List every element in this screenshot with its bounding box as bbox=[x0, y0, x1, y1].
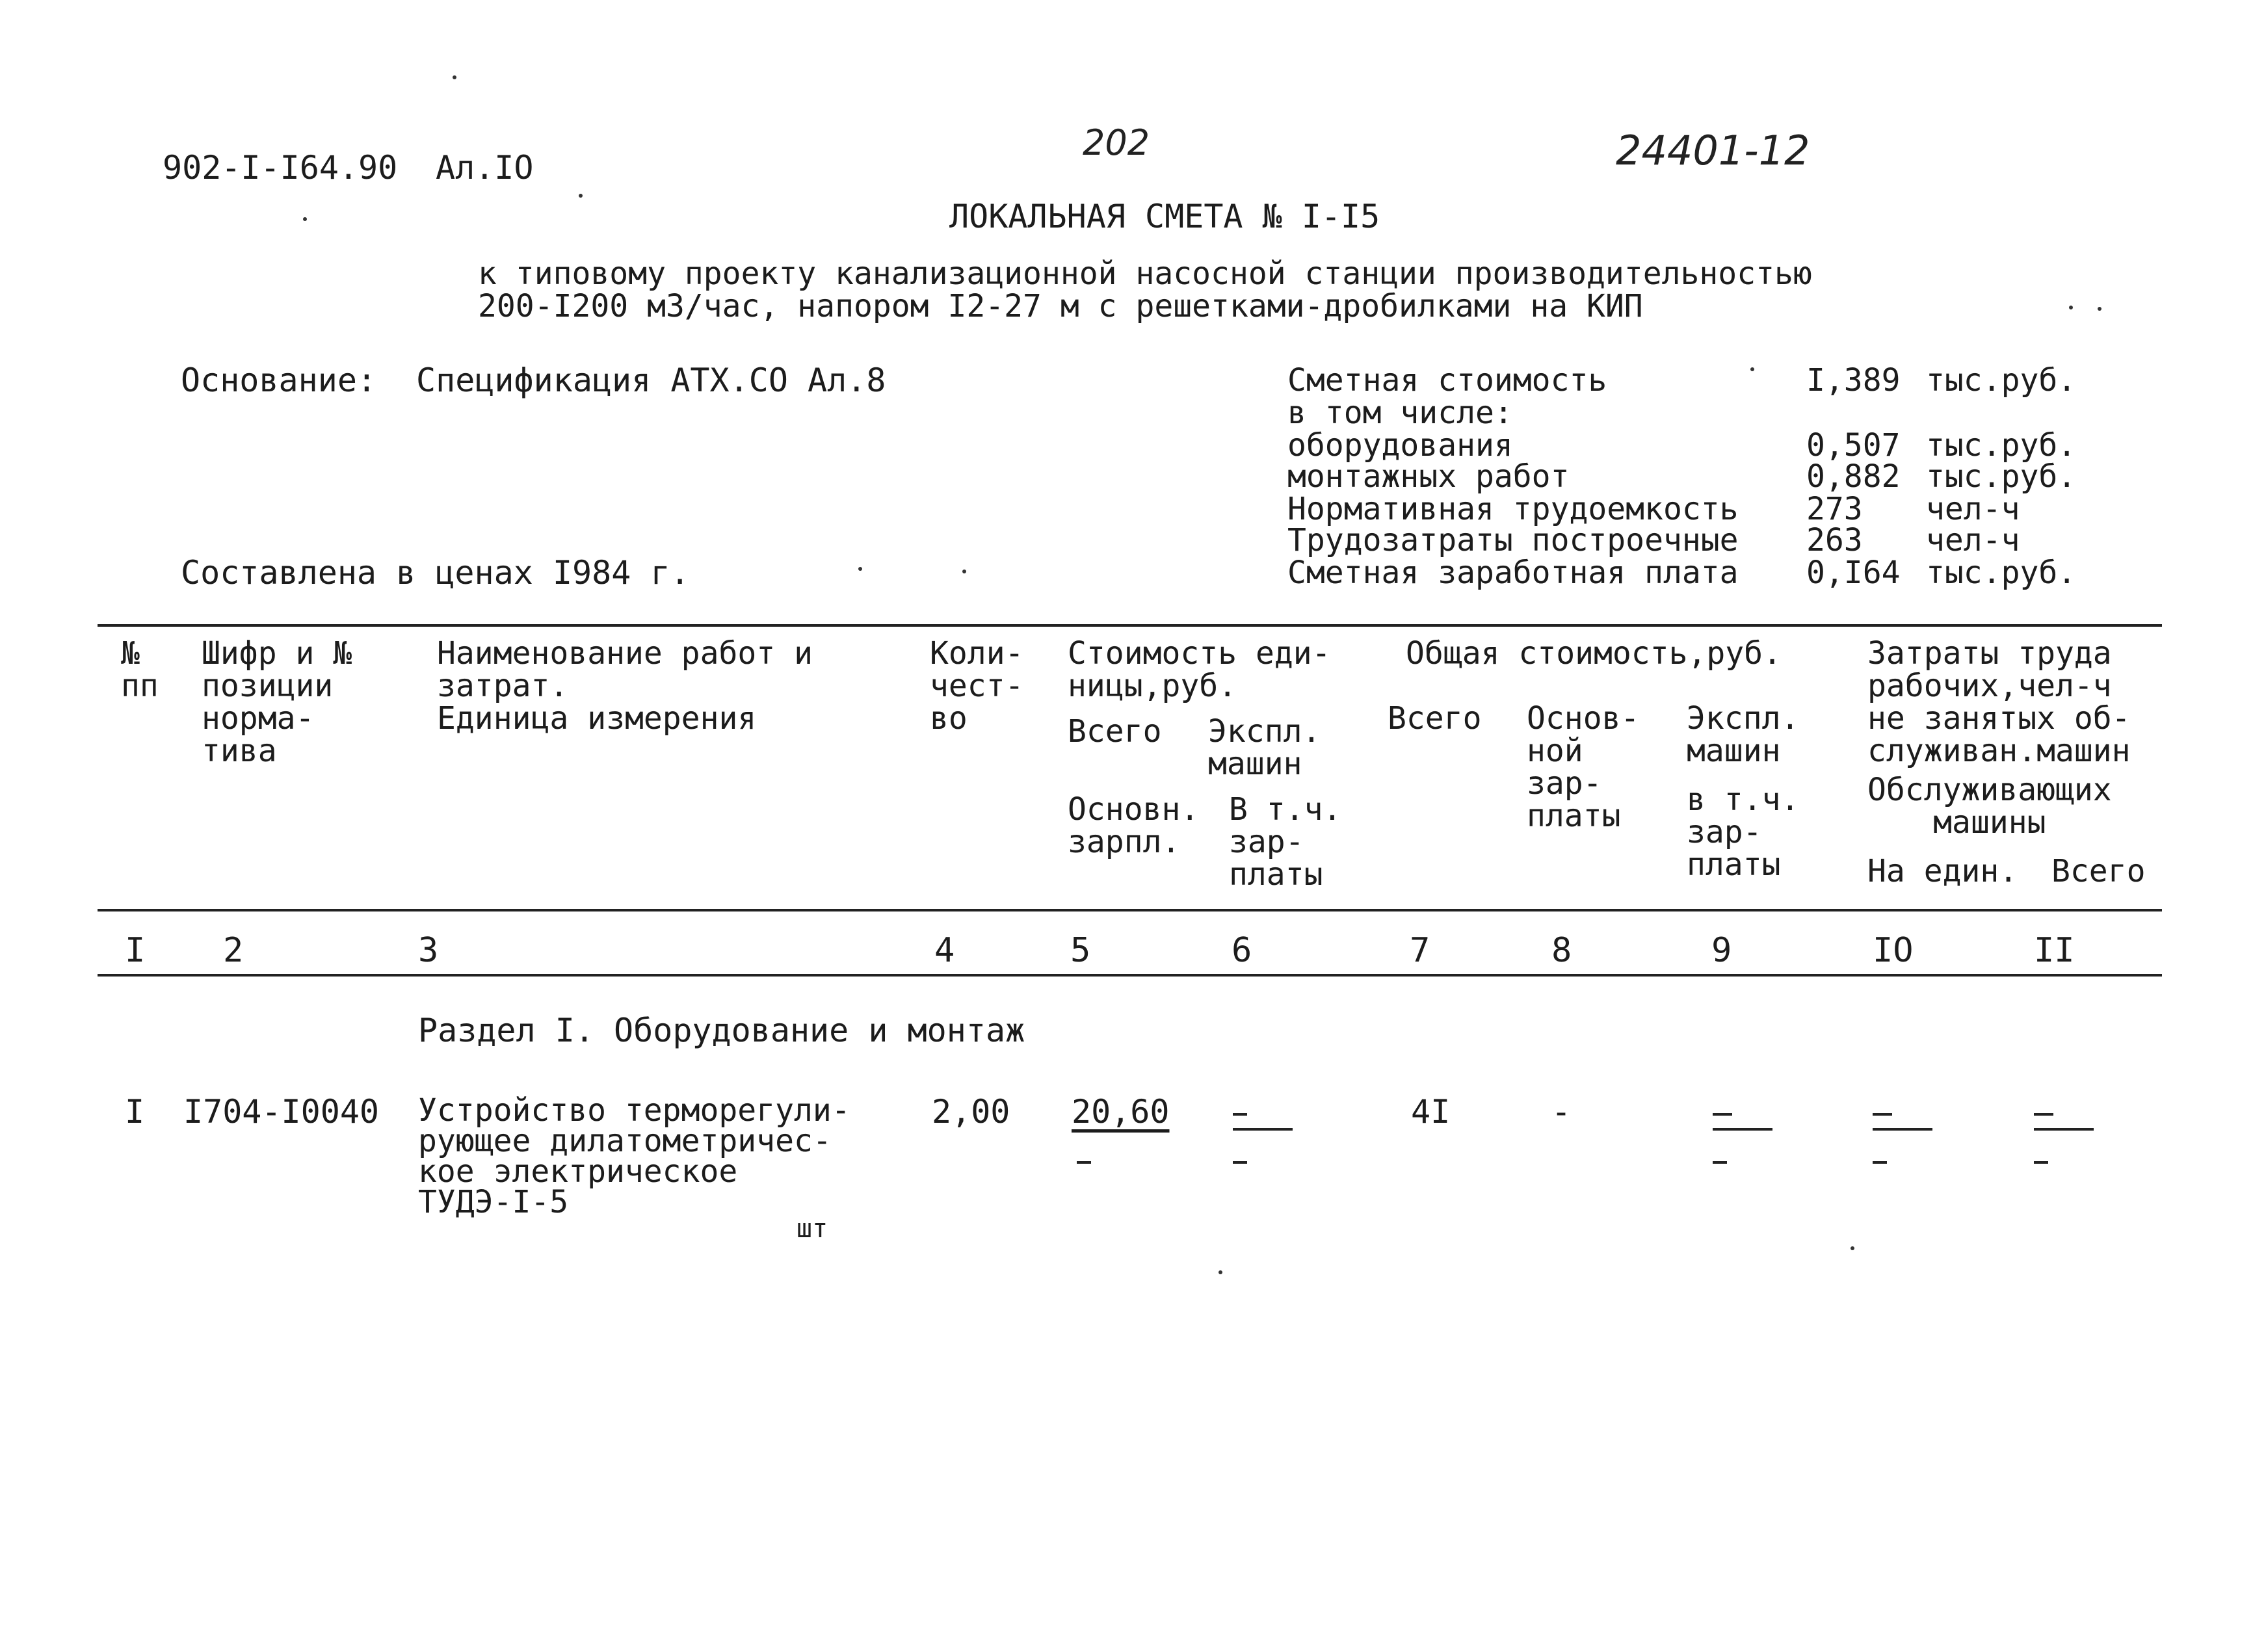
col-header-labor: Затраты труда рабочих,чел-ч не занятых об- служиван.машин bbox=[1867, 635, 2131, 769]
summary-unit: чел-ч bbox=[1926, 522, 2020, 558]
empty-mark bbox=[1873, 1128, 1932, 1131]
scan-speck bbox=[962, 570, 966, 573]
estimate-title: ЛОКАЛЬНАЯ СМЕТА № I-I5 bbox=[949, 198, 1380, 235]
col-header-unit-machines: Экспл. машин bbox=[1208, 713, 1321, 782]
scan-speck bbox=[303, 217, 307, 221]
column-number: I bbox=[125, 931, 146, 970]
col-header-unit-machine-wage: В т.ч. зар- платы bbox=[1229, 791, 1342, 893]
column-number: 8 bbox=[1551, 931, 1572, 970]
column-number: IO bbox=[1873, 931, 1914, 970]
col-header-unit-total: Всего bbox=[1068, 713, 1162, 750]
summary-unit: тыс.руб. bbox=[1926, 427, 2077, 464]
summary-label: оборудования bbox=[1287, 427, 1513, 464]
empty-mark bbox=[1077, 1161, 1091, 1164]
column-number: 4 bbox=[934, 931, 955, 970]
summary-value: 263 bbox=[1806, 522, 1863, 558]
basis-label: Основание: bbox=[181, 361, 377, 399]
scan-speck bbox=[1219, 1270, 1222, 1274]
col-header-number: № пп bbox=[121, 635, 159, 704]
col-header-name: Наименование работ и затрат. Единица измерения bbox=[437, 635, 813, 737]
section-title: Раздел I. Оборудование и монтаж bbox=[418, 1012, 1025, 1049]
column-number: II bbox=[2034, 931, 2075, 970]
empty-mark bbox=[1713, 1113, 1732, 1116]
summary-label: Сметная стоимость bbox=[1287, 362, 1607, 399]
col-header-labor-servicing: Обслуживающих машины bbox=[1867, 772, 2112, 841]
inventory-number: 24401-12 bbox=[1616, 127, 1810, 174]
row-quantity: 2,00 bbox=[932, 1093, 1010, 1131]
column-number: 3 bbox=[418, 931, 439, 970]
summary-label: в том числе: bbox=[1287, 395, 1513, 431]
summary-value: 273 bbox=[1806, 491, 1863, 527]
header-bottom-rule bbox=[98, 909, 2162, 911]
row-name: Устройство терморегули- рующее дилатометричес- кое электрическое ТУДЭ-I-5 bbox=[418, 1092, 850, 1220]
col-header-unit-wage: Основн. зарпл. bbox=[1068, 791, 1200, 860]
col-header-quantity: Коли- чест- во bbox=[930, 635, 1024, 737]
empty-mark bbox=[1233, 1161, 1247, 1164]
summary-label: Нормативная трудоемкость bbox=[1287, 491, 1739, 527]
col-header-unit-cost: Стоимость еди- ницы,руб. bbox=[1068, 635, 1331, 704]
col-header-labor-per-unit: На един. bbox=[1867, 853, 2018, 889]
scan-speck bbox=[453, 75, 456, 79]
scan-speck bbox=[579, 194, 583, 198]
col-header-labor-all: Всего bbox=[2051, 853, 2146, 889]
empty-mark bbox=[1713, 1128, 1772, 1131]
column-number: 9 bbox=[1711, 931, 1732, 970]
row-total-wage: - bbox=[1551, 1093, 1572, 1131]
summary-label: Сметная заработная плата bbox=[1287, 555, 1739, 591]
subtitle-line-1: к типовому проекту канализационной насосной станции производительностью bbox=[478, 256, 1812, 292]
summary-unit: чел-ч bbox=[1926, 491, 2020, 527]
row-unit: шт bbox=[797, 1214, 828, 1244]
row-unit-total: 20,60 bbox=[1072, 1093, 1170, 1131]
subtitle-line-2: 200-I200 м3/час, напором I2-27 м с решетками-дробилками на КИП bbox=[478, 288, 1643, 324]
summary-label: Трудозатраты построечные bbox=[1287, 522, 1739, 558]
summary-unit: тыс.руб. bbox=[1926, 362, 2077, 399]
empty-mark bbox=[1233, 1128, 1293, 1131]
empty-mark bbox=[1713, 1161, 1727, 1164]
empty-mark bbox=[2034, 1161, 2048, 1164]
row-total: 4I bbox=[1411, 1093, 1451, 1131]
scan-speck bbox=[858, 567, 862, 571]
summary-value: 0,I64 bbox=[1806, 555, 1901, 591]
col-header-code: Шифр и № позиции норма- тива bbox=[202, 635, 352, 769]
col-header-total-machines: Экспл. машин bbox=[1687, 700, 1800, 769]
column-number: 6 bbox=[1232, 931, 1252, 970]
scan-speck bbox=[1851, 1246, 1854, 1250]
column-number: 2 bbox=[223, 931, 244, 970]
col-header-total-wage: Основ- ной зар- платы bbox=[1527, 700, 1640, 834]
row-number: I bbox=[125, 1093, 145, 1131]
empty-mark bbox=[1233, 1113, 1247, 1116]
empty-mark bbox=[2034, 1113, 2053, 1116]
column-number: 7 bbox=[1410, 931, 1430, 970]
col-header-total-total: Всего bbox=[1388, 700, 1482, 737]
scan-speck bbox=[1750, 367, 1754, 371]
summary-unit: тыс.руб. bbox=[1926, 458, 2077, 495]
row-code: I704-I0040 bbox=[183, 1093, 380, 1131]
column-numbers-bottom-rule bbox=[98, 974, 2162, 977]
empty-mark bbox=[1873, 1161, 1887, 1164]
scan-speck bbox=[2069, 306, 2073, 309]
doc-code: 902-I-I64.90 bbox=[163, 149, 398, 187]
scan-speck bbox=[2098, 307, 2101, 311]
prices-note: Составлена в ценах I984 г. bbox=[181, 554, 690, 592]
col-header-total-machine-wage: в т.ч. зар- платы bbox=[1687, 781, 1800, 883]
column-number: 5 bbox=[1070, 931, 1091, 970]
summary-value: 0,507 bbox=[1806, 427, 1901, 464]
summary-unit: тыс.руб. bbox=[1926, 555, 2077, 591]
page-number: 202 bbox=[1083, 122, 1150, 163]
empty-mark bbox=[2034, 1128, 2094, 1131]
summary-value: 0,882 bbox=[1806, 458, 1901, 495]
table-top-rule bbox=[98, 624, 2162, 627]
col-header-total-cost: Общая стоимость,руб. bbox=[1406, 635, 1782, 672]
summary-value: I,389 bbox=[1806, 362, 1901, 399]
summary-label: монтажных работ bbox=[1287, 458, 1570, 495]
basis-value: Спецификация АТХ.СО Ал.8 bbox=[416, 361, 886, 399]
empty-mark bbox=[1873, 1113, 1892, 1116]
album-number: Ал.IO bbox=[436, 149, 534, 187]
